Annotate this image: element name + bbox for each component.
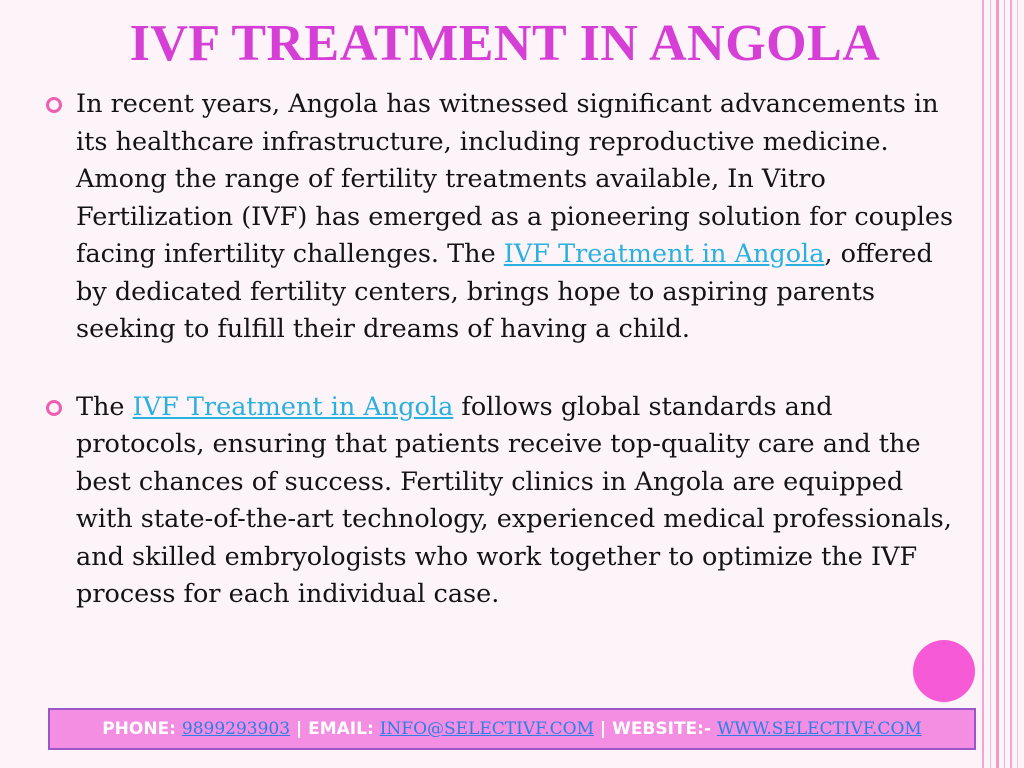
bullet-item (44, 86, 954, 349)
border-line (982, 0, 984, 768)
phone-link[interactable]: 9899293903 (181, 719, 291, 739)
bullet-text: The (76, 391, 133, 422)
decorative-circle (913, 640, 975, 702)
bullet-text: In recent years, Angola has witnessed significant advancements in its healthcare infrastructure, including reproductive medicine. Among the range of fertility treatments available, In Vitro Fertilization (IVF) has emerged as a pioneering solution for couples facing infertility challenges. The (76, 89, 954, 269)
border-line (1004, 0, 1005, 768)
bullet-circle-icon (46, 97, 62, 113)
slide-title: IVF TREATMENT IN ANGOLA (129, 15, 881, 72)
ivf-treatment-link[interactable]: IVF Treatment in Angola (503, 239, 825, 269)
bullet-circle-icon (46, 400, 62, 416)
border-line (996, 0, 999, 768)
bullet-list (44, 86, 954, 614)
separator: | (594, 719, 613, 739)
email-label: EMAIL: (308, 719, 380, 739)
ivf-treatment-link[interactable]: IVF Treatment in Angola (132, 391, 454, 422)
bullet-text: , offered by dedicated fertility centers, brings hope to aspiring parents seeking to fulfill their dreams of having a child. (76, 239, 933, 344)
email-link[interactable]: INFO@SELECTIVF.COM (379, 719, 595, 739)
website-link[interactable]: WWW.SELECTIVF.COM (716, 719, 922, 739)
border-line (990, 0, 991, 768)
border-line (1017, 0, 1018, 768)
contact-footer (48, 708, 976, 750)
bullet-text: follows global standards and protocols, ensuring that patients receive top-quality care and the best chances of success. Fertility clinics in Angola are equipped with state-of-the-art technology, experienced medical professionals, and skilled embryologists who work together to optimize the IVF process for each individual case. (76, 391, 952, 609)
website-label: WEBSITE:- (612, 719, 717, 739)
phone-label: PHONE: (102, 719, 182, 739)
bullet-item (44, 389, 954, 614)
border-line (1010, 0, 1012, 768)
separator: | (290, 719, 309, 739)
